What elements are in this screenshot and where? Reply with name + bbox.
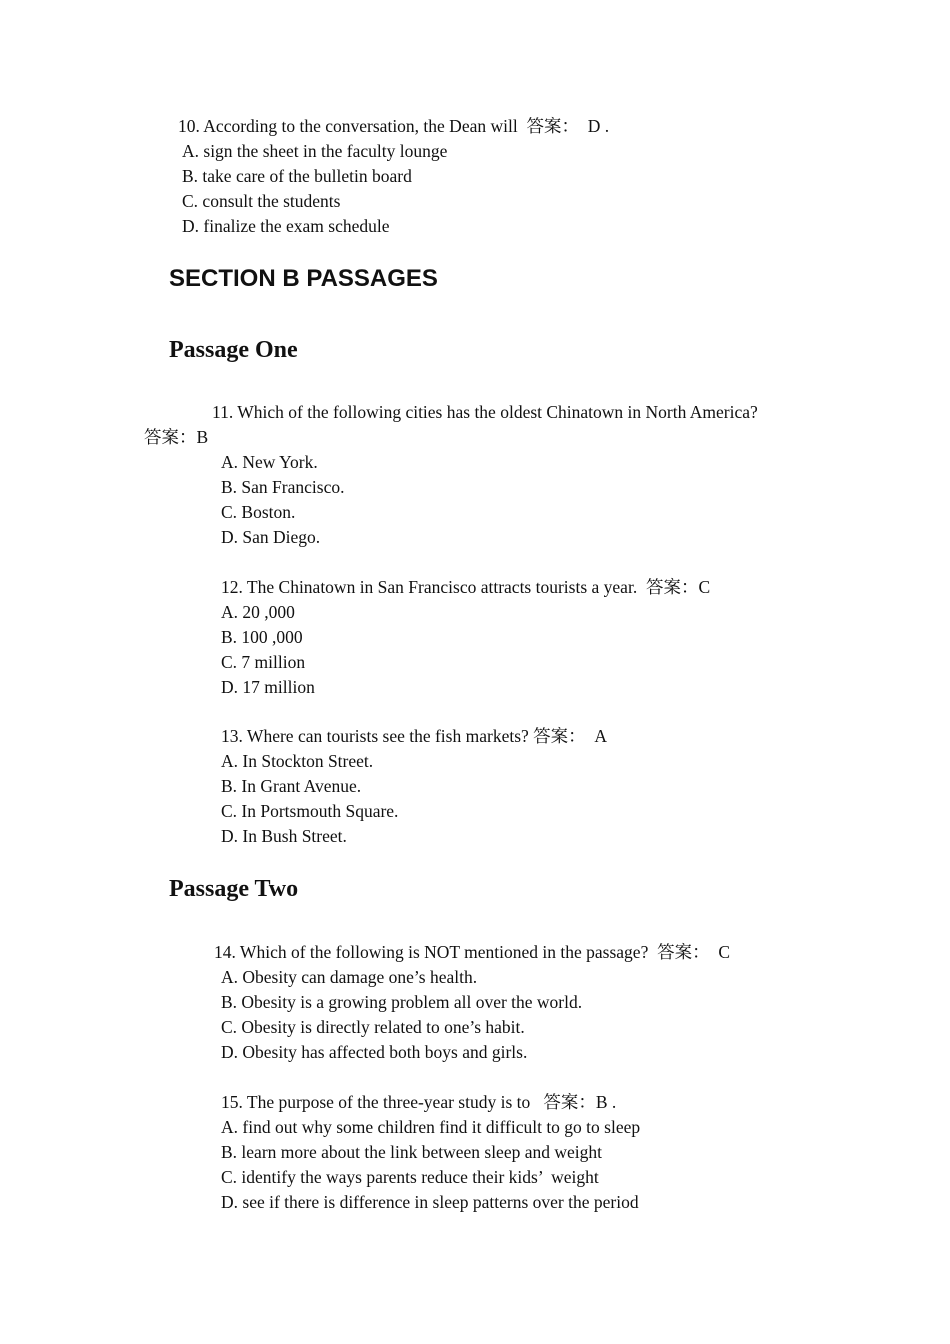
passage-one-heading: Passage One [169, 337, 298, 363]
q13-stem: 13. Where can tourists see the fish markets? 答案： A [221, 726, 608, 746]
q14-stem: 14. Which of the following is NOT mentioned in the passage? 答案： C [214, 942, 731, 962]
q14-option-d: D. Obesity has affected both boys and girls. [221, 1042, 528, 1062]
q12-option-d: D. 17 million [221, 677, 315, 697]
q12-stem: 12. The Chinatown in San Francisco attracts tourists a year. 答案：C [221, 577, 711, 597]
q15-option-c: C. identify the ways parents reduce their kids’ weight [221, 1167, 599, 1187]
q10-option-b: B. take care of the bulletin board [182, 166, 412, 186]
q15-option-d: D. see if there is difference in sleep patterns over the period [221, 1192, 639, 1212]
q11-option-b: B. San Francisco. [221, 477, 345, 497]
q14-option-a: A. Obesity can damage one’s health. [221, 967, 478, 987]
q12-option-a: A. 20 ,000 [221, 602, 295, 622]
q15-option-a: A. find out why some children find it difficult to go to sleep [221, 1117, 641, 1137]
q14-option-c: C. Obesity is directly related to one’s habit. [221, 1017, 525, 1037]
q11-option-c: C. Boston. [221, 502, 296, 522]
q13-option-a: A. In Stockton Street. [221, 751, 374, 771]
q13-option-b: B. In Grant Avenue. [221, 776, 362, 796]
q11-option-a: A. New York. [221, 452, 318, 472]
q14-option-b: B. Obesity is a growing problem all over the world. [221, 992, 583, 1012]
q12-option-b: B. 100 ,000 [221, 627, 303, 647]
q13-option-d: D. In Bush Street. [221, 826, 347, 846]
q15-option-b: B. learn more about the link between sleep and weight [221, 1142, 602, 1162]
passage-two-heading: Passage Two [169, 876, 299, 902]
q10-option-a: A. sign the sheet in the faculty lounge [182, 141, 448, 161]
q11-stem: 11. Which of the following cities has the oldest Chinatown in North America? [212, 402, 758, 422]
q13-option-c: C. In Portsmouth Square. [221, 801, 399, 821]
q12-option-c: C. 7 million [221, 652, 306, 672]
q10-option-c: C. consult the students [182, 191, 341, 211]
q11-answer: 答案：B [144, 427, 209, 447]
section-b-heading: SECTION B PASSAGES [169, 265, 438, 292]
q10-option-d: D. finalize the exam schedule [182, 216, 390, 236]
q10-stem: 10. According to the conversation, the Dean will 答案： D . [178, 116, 610, 136]
q15-stem: 15. The purpose of the three-year study is to 答案：B . [221, 1092, 617, 1112]
q11-option-d: D. San Diego. [221, 527, 321, 547]
